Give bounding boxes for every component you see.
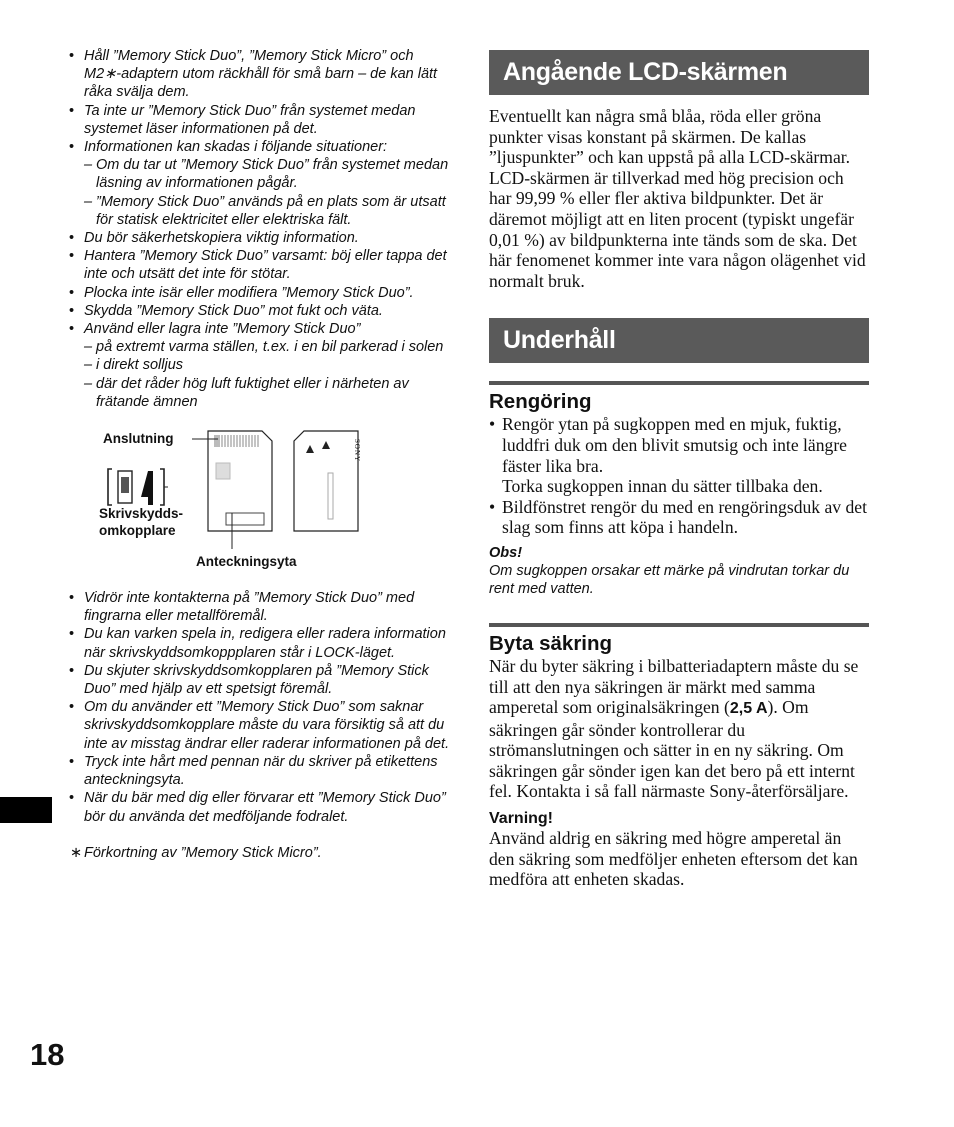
lcd-paragraph: Eventuellt kan några små blåa, röda eller gröna punkter visas konstant på skärmen. De kallas ”ljuspunkter” och kan uppstå på alla LCD-skärmar. LCD-skärmen är tillverkad med hög precision och har 99,99 % eller fler aktiva bildpunkter. Det är däremot möjligt att en liten procent (typiskt ungefär 0,01 %) av bildpunkterna inte tänds som de ska. Det här fenomenet kommer inte vara någon olägenhet vid normalt bruk. [489, 106, 866, 291]
sub-list-item: – i direkt solljus [68, 356, 453, 374]
list-item-text: Informationen kan skadas i följande situationer: [84, 139, 388, 156]
list-item: • Du skjuter skrivskyddsomkopplaren på ”Memory Stick Duo” med hjälp av ett spetsigt föremål. [68, 662, 453, 698]
list-item: • Bildfönstret rengör du med en rengöringsduk av det slag som finns att köpa i handeln. [489, 497, 869, 538]
list-item: • När du bär med dig eller förvarar ett ”Memory Stick Duo” bör du använda det medföljande fodralet. [68, 789, 453, 825]
section-tab-marker [0, 797, 52, 823]
warning-text: Använd aldrig en säkring med högre amperetal än den säkring som medföljer enheten eftersom det kan medföra att enheten skadas. [489, 828, 858, 890]
list-item [489, 414, 869, 496]
cleaning-list [489, 414, 869, 538]
fuse-text-part1: När du byter säkring i bilbatteriadaptern måste du se till att den nya säkringen är märkt med samma amperetal som originalsäkringen ( [489, 655, 859, 718]
heading-cleaning: Rengöring [489, 381, 869, 414]
list-item-text: Använd eller lagra inte ”Memory Stick Duo” [84, 321, 361, 338]
fuse-paragraph [489, 656, 869, 802]
list-item: • Hantera ”Memory Stick Duo” varsamt: böj eller tappa det inte och utsätt det inte för stötar. [68, 247, 453, 283]
list-item-text-extra: Torka sugkoppen innan du sätter tillbaka den. [502, 476, 823, 497]
list-item: • Plocka inte isär eller modifiera ”Memory Stick Duo”. [68, 284, 453, 302]
list-item-text: Rengör ytan på sugkoppen med en mjuk, fuktig, luddfri duk om den blivit smutsig och inte längre fäster lika bra. [502, 414, 847, 476]
list-item: • Vidrör inte kontakterna på ”Memory Stick Duo” med fingrarna eller metallföremål. [68, 589, 453, 625]
footnote-text: Förkortning av ”Memory Stick Micro”. [84, 844, 322, 861]
memory-stick-diagram [68, 417, 453, 577]
warning-title: Varning! [489, 810, 554, 828]
memo-area-label: Anteckningsyta [196, 554, 297, 570]
heading-fuse: Byta säkring [489, 623, 869, 656]
sony-logo: SONY [353, 439, 362, 463]
right-column [489, 50, 869, 890]
list-item: • Tryck inte hårt med pennan när du skriver på etikettens anteckningsyta. [68, 753, 453, 789]
sub-list-item: – där det råder hög luft fuktighet eller i närheten av frätande ämnen [68, 375, 453, 411]
section-title-maintenance: Underhåll [489, 318, 869, 363]
fuse-rating: 2,5 A [729, 700, 768, 718]
bullet-list-top [68, 47, 453, 411]
list-item: • Du bör säkerhetskopiera viktig information. [68, 229, 453, 247]
write-protect-label-line2: omkopplare [99, 523, 176, 539]
list-item: • Om du använder ett ”Memory Stick Duo” som saknar skrivskyddsomkopplare måste du vara försiktig så att du inte av misstag ändrar eller raderar informationen på det. [68, 698, 453, 753]
note-text: Om sugkoppen orsakar ett märke på vindrutan torkar du rent med vatten. [489, 562, 850, 598]
list-item: • Du kan varken spela in, redigera eller radera information när skrivskyddsomkoppplaren står i LOCK-läget. [68, 625, 453, 661]
list-item: • Skydda ”Memory Stick Duo” mot fukt och väta. [68, 302, 453, 320]
list-item [68, 320, 453, 411]
connector-label: Anslutning [103, 431, 174, 447]
list-item [68, 138, 453, 229]
page-number: 18 [30, 1037, 65, 1072]
fuse-text-part2: ). Om säkringen går sönder kontrollerar du strömanslutningen och sätter in en ny säkring. Om säkringen går sönder igen kan det bero på ett internt fel. Kontakta i så fall närmaste Sony-återförsäljare. [489, 697, 855, 802]
sub-list-item: – på extremt varma ställen, t.ex. i en bil parkerad i solen [68, 338, 453, 356]
sub-list-item: – ”Memory Stick Duo” används på en plats som är utsatt för statisk elektricitet eller elektriska fält. [68, 193, 453, 229]
footnote [68, 844, 453, 862]
left-column [68, 47, 453, 862]
sub-list-damage [68, 156, 453, 229]
write-protect-label-line1: Skrivskydds- [99, 506, 184, 522]
sub-list-storage [68, 338, 453, 411]
section-title-lcd: Angående LCD-skärmen [489, 50, 869, 95]
list-item: • Ta inte ur ”Memory Stick Duo” från systemet medan systemet läser informationen på det. [68, 102, 453, 138]
bullet-list-bottom [68, 589, 453, 826]
sub-list-item: – Om du tar ut ”Memory Stick Duo” från systemet medan läsning av informationen pågår. [68, 156, 453, 192]
footnote-marker: ∗ [70, 844, 83, 861]
list-item: • Håll ”Memory Stick Duo”, ”Memory Stick Micro” och M2∗-adaptern utom räckhåll för små barn – de kan lätt råka svälja dem. [68, 47, 453, 102]
note-title: Obs! [489, 544, 523, 561]
